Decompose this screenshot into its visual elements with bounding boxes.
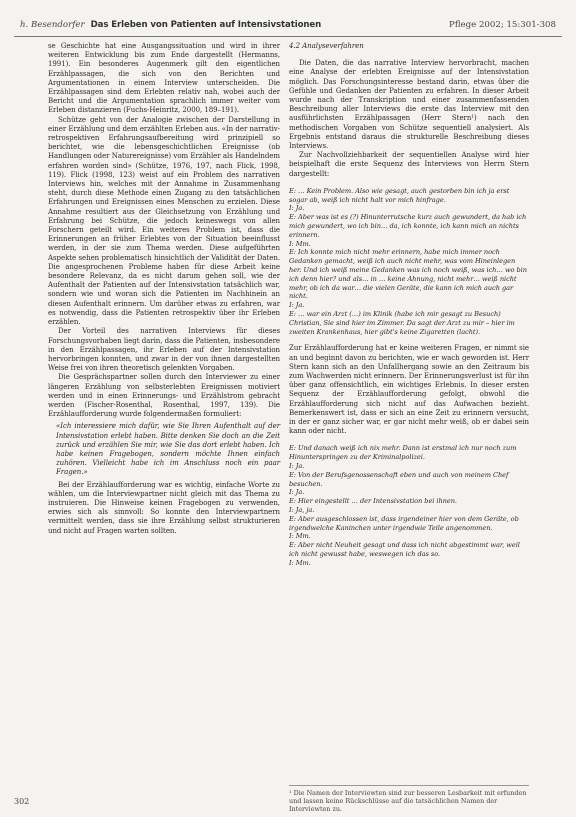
- footnote: ¹ Die Namen der Interviewten sind zur besseren Lesbarkeit mit erfunden und lassen keine Rückschlüsse auf die tatsächlichen Namen der Interviewten zu.: [289, 785, 529, 813]
- paragraph: Der Vorteil des narrativen Interviews für dieses Forschungsvorhaben liegt darin, dass die Patienten, insbesondere in den Erzählpassagen, ihr Erleben auf der Intensivstation hervorbringen konnten, und zwar in der von ihnen dargestellten Weise frei von ihren theoretisch gelenkten Vorgaben.: [48, 327, 280, 373]
- header-author: h. Besendorfer: [20, 20, 85, 30]
- transcript-line: I: Ja.: [289, 488, 305, 497]
- transcript-line: I: Mm.: [289, 239, 311, 248]
- header-citation: Pflege 2002; 15:301-308: [449, 20, 556, 30]
- transcript-line: I: Ja.: [289, 204, 305, 213]
- transcript-line: I: Ja.: [289, 462, 305, 471]
- transcript-line: E: Aber ausgeschlossen ist, dass irgendeiner hier von dem Geräte, ob irgendwelche Kaninchen unter irgendwie Teile angenommen.: [289, 514, 519, 532]
- transcript-line: I: Mm.: [289, 558, 311, 567]
- page-number: 302: [14, 797, 30, 806]
- paragraph: Die Gesprächspartner sollen durch den Interviewer zu einer längeren Erzählung von selbsterlebten Ereignissen motiviert werden und in einen Erinnerungs- und Erzählstrom gebracht werden (Fischer-Rosenthal, Rosenthal, 1997, 139). Die Erzählaufforderung wurde folgendermaßen formuliert:: [48, 373, 280, 419]
- transcript-line: E: Ich konnte mich nicht mehr erinnern, habe mich immer noch Gedanken gemacht, weiß ich auch nicht mehr, was vom Hineinlegen her. Und ich weiß meine Gedanken was ich noch weiß, was ich… wo bin ich denn hier? und als… in … keine Ahnung, nicht mehr… weiß nicht mehr, ob ich da war… die vielen Geräte, die kann ich mich auch gar nicht.: [289, 248, 527, 301]
- transcript-line: E: Aber nicht Neuheit gesagt und dass ich nicht abgestimmt war, weil ich nicht gewusst habe, weswegen ich das so.: [289, 541, 520, 558]
- paragraph: Die Daten, die das narrative Interview hervorbracht, machen eine Analyse der erlebten Ereignisse auf der Intensivstation möglich. Das Forschungsinteresse bestand darin, etwas über die Gefühle und Gedanken der Patienten zu erfahren. In dieser Arbeit wurde nach der Transkription und einer zusammenfassenden Beschreibung aller Interviews die erste das Interview mit den ausführlichsten Erzählpassagen (Herr Stern¹) nach den methodischen Vorgaben von Schütze sequentiell analysiert. Als Ergebnis entstand daraus die strukturelle Beschreibung dieses Interviews.: [289, 59, 529, 151]
- transcript-line: E: Aber was ist es (?) Hinunterrutsche kurz auch gewundert, da hab ich mich gewundert, wo ich bin… da, ich konnte, ich kann mich an nichts erinnern.: [289, 213, 527, 239]
- transcript-line: I: Mm.: [289, 532, 311, 541]
- paragraph: Zur Erzählaufforderung hat er keine weiteren Fragen, er nimmt sie an und beginnt davon zu berichten, wie er wach geworden ist. Herr Stern kann sich an den Unfallhergang sowie an den Zeitraum bis zum Wachwerden nicht erinnern. Der Erinnerungsverlust ist für ihn über ganz offensichtlich, ein wichtiges Erlebnis. In dieser ersten Sequenz der Erzählaufforderung gefolgt, obwohl die Erzählaufforderung sich nicht auf das Aufwachen bezieht. Bemerkenswert ist, dass er sich an eine Zeit zu erinnern versucht, in der er ganz sicher war, er gar nicht mehr weiß, ob er dabei sein kann oder nicht.: [289, 344, 529, 436]
- transcript-line: E: … war ein Arzt (…) im Klinik (habe ich mir gesagt zu Besuch) Christian, Sie sind hier im Zimmer. Da sagt der Arzt zu mir – hier im zweiten Krankenhaus, hier gibt's keine Zigaretten (lacht).: [289, 310, 515, 336]
- transcript-line: E: Hier eingestellt … der Intensivstation bei ihnen.: [289, 497, 457, 506]
- interview-transcript-2: [289, 444, 529, 567]
- interview-transcript-1: [289, 187, 529, 337]
- transcript-line: I: Ja, ja.: [289, 506, 315, 514]
- header-title: Das Erleben von Patienten auf Intensivstationen: [90, 20, 322, 30]
- left-column: [48, 42, 280, 536]
- transcript-line: E: … Kein Problem. Also wie gesagt, auch gestorben bin ich ja erst sogar ab, weiß ich nicht halt vor mich hinfrage.: [289, 186, 510, 204]
- paragraph: Bei der Erzählaufforderung war es wichtig, einfache Worte zu wählen, um die Interviewpartner nicht gleich mit das Thema zu instruieren. Die Hinweise keinen Fragebogen zu verwenden, erwies sich als sinnvoll: So konnte den Interviewpartnern vermittelt werden, dass sie ihre Erzählung selbst strukturieren und nicht auf Fragen warten sollten.: [48, 480, 280, 535]
- section-heading: 4.2 Analyseverfahren: [289, 42, 364, 50]
- paragraph: Schütze geht von der Analogie zwischen der Darstellung in einer Erzählung und dem erzählten Erleben aus. «In der narrativ-retrospektiven Erfahrungsaufbereitung wird prinzipiell so berichtet, wie die lebensgeschichtlichen Ereignisse (ob Handlungen oder Naturereignisse) vom Erzähler als Handelndem erfahren worden sind» (Schütze, 1976, 197, nach Flick, 1998, 119). Flick (1998, 123) weist auf ein Problem des narrativen Interviews hin, welches mit der Annahme in Zusammenhang steht, durch diese Methode einen Zugang zu den tatsächlichen Erfahrungen und Ereignissen eines Menschen zu erzielen. Diese Annahme resultiert aus der Gleichsetzung von Erzählung und Erfahrung bei Schütze, die jedoch keineswegs von allen Forschern geteilt wird. Ein weiteres Problem ist, dass die Erinnerungen an früher Erlebtes von der Situation beeinflusst werden, in der sie zum Thema werden. Diese aufgeführten Aspekte sehen problematisch hinsichtlich der Validität der Daten. Die angesprochenen Probleme haben für diese Arbeit keine besondere Relevanz, da es nicht darum gehen soll, wie der Aufenthalt der Patienten auf der Intensivstation tatsächlich war, sondern wie und woran sich die Patienten im Nachhinein an diesen Aufenthalt erinnern. Um darüber etwas zu erfahren, war es notwendig, dass die Patienten retrospektiv über ihr Erleben erzählen.: [48, 115, 280, 327]
- right-column: [289, 42, 529, 576]
- running-header: [14, 14, 562, 37]
- narrative-prompt-quote: [56, 422, 280, 477]
- quote-text: «Ich interessiere mich dafür, wie Sie Ihren Aufenthalt auf der Intensivstation erlebt haben. Bitte denken Sie doch an die Zeit zurück und erzählen Sie mir, wie Sie das dort erlebt haben. Ich habe keinen Fragebogen, sondern möchte Ihnen einfach zuhören. Vielleicht habe ich im Anschluss noch ein paar Fragen.»: [56, 422, 280, 477]
- transcript-line: E: Von der Berufsgenossenschaft eben und auch von meinem Chef besuchen.: [289, 470, 509, 488]
- transcript-line: I: Ja.: [289, 301, 305, 310]
- paragraph: se Geschichte hat eine Ausgangssituation und wird in ihrer weiteren Entwicklung bis zum Ende dargestellt (Hermanns, 1991). Ein besonderes Augenmerk gilt den eigentlichen Erzählpassagen, die sich von den Berichten und Argumentationen in einem Interview unterscheiden. Die Erzählpassagen sind dem Erlebten relativ nah, wobei auch der Bericht und die Argumentation sprachlich immer weiter vom Erleben distanzieren (Fuchs-Heinritz, 2000, 189–191).: [48, 42, 280, 115]
- paragraph: Zur Nachvollziehbarkeit der sequentiellen Analyse wird hier beispielhaft die erste Sequenz des Interviews von Herrn Stern dargestellt:: [289, 151, 529, 178]
- transcript-line: E: Und danach weiß ich nix mehr. Dann ist erstmal ich nur noch zum Hinunterspringen zu der Kriminalpolizei.: [289, 444, 517, 462]
